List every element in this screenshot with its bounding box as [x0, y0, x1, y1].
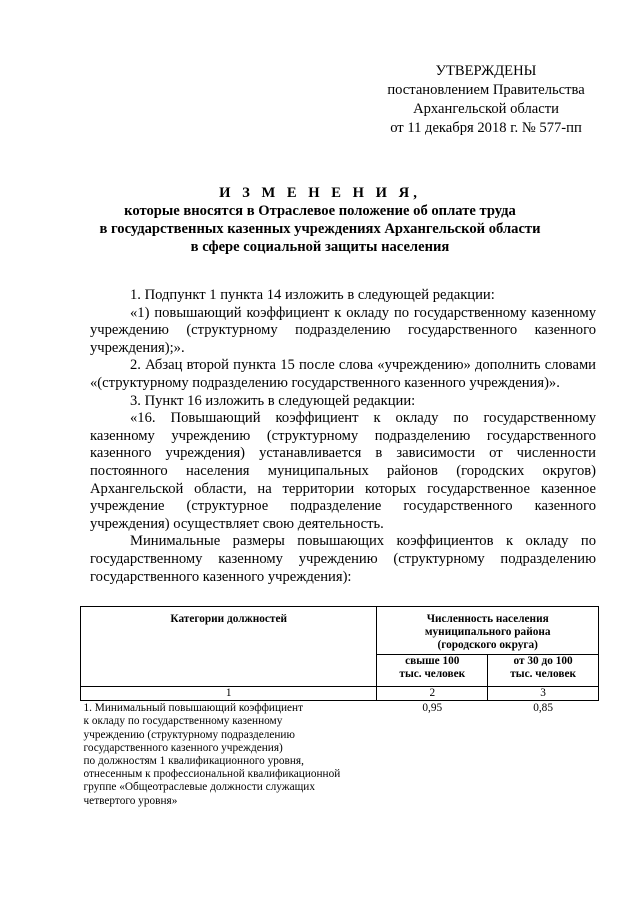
- header-population-line: Численность населения: [426, 613, 549, 625]
- header-30-100: [488, 655, 599, 687]
- row-text-line: по должностям 1 квалификационного уровня,: [83, 755, 304, 768]
- header-sub-line: тыс. человек: [510, 668, 576, 681]
- row-text-line: группе «Общеотраслевые должности служащих: [83, 781, 315, 794]
- coefficient-table: [80, 606, 599, 808]
- header-population-line: муниципального района: [424, 626, 551, 639]
- value-over-100: 0,95: [422, 702, 443, 715]
- document-title: [70, 184, 570, 256]
- title-line: которые вносятся в Отраслевое положение об оплате труда: [124, 203, 516, 219]
- paragraph: 3. Пункт 16 изложить в следующей редакции:: [130, 392, 416, 409]
- row-text-line: учреждению (структурному подразделению: [83, 728, 295, 741]
- header-sub-line: свыше 100: [405, 655, 460, 667]
- paragraph: «16. Повышающий коэффициент к окладу по государственному казенному учреждению (структурному подразделению государственного казенного учреждения) устанавливается в зависимости от численности постоянного населения муниципальных районов (городских округов) Архангельской области, на территории которых государственное казенное учреждение (структурное подразделение государственного казенного учреждения) осуществляет свою деятельность.: [90, 410, 596, 532]
- title-line: в государственных казенных учреждениях Архангельской области: [99, 221, 541, 237]
- row-text-line: государственного казенного учреждения): [83, 741, 283, 754]
- row-text-line: четвертого уровня»: [83, 794, 178, 807]
- title-line: в сфере социальной защиты населения: [190, 239, 450, 255]
- row-text-line: 1. Минимальный повышающий коэффициент: [83, 702, 304, 715]
- row-text-line: к окладу по государственному казенному: [83, 715, 283, 728]
- header-population-line: (городского округа): [437, 639, 538, 652]
- approval-stamp: [378, 62, 594, 138]
- column-number: 2: [377, 687, 488, 701]
- row-category: [81, 701, 377, 808]
- approval-heading: УТВЕРЖДЕНЫ: [435, 63, 537, 79]
- column-number: 1: [81, 687, 377, 701]
- column-number: 3: [488, 687, 599, 701]
- approval-line: Архангельской области: [413, 101, 559, 117]
- header-categories: Категории должностей: [81, 607, 377, 687]
- header-sub-line: тыс. человек: [399, 668, 466, 681]
- row-text-line: отнесенным к профессиональной квалификационной: [83, 768, 341, 781]
- paragraph: 2. Абзац второй пункта 15 после слова «учреждению» дополнить словами «(структурному подразделению государственного казенного учреждения)».: [90, 357, 596, 391]
- document-body: [90, 287, 596, 586]
- header-sub-line: от 30 до 100: [513, 655, 573, 667]
- paragraph: Минимальные размеры повышающих коэффициентов к окладу по государственному казенному учреждению (структурному подразделению государственного казенного учреждения):: [90, 533, 596, 585]
- paragraph: 1. Подпункт 1 пункта 14 изложить в следующей редакции:: [130, 287, 495, 303]
- title-heading: И З М Е Н Е Н И Я,: [219, 185, 421, 201]
- value-30-100: 0,85: [533, 702, 553, 715]
- approval-line: постановлением Правительства: [387, 82, 585, 98]
- approval-date: от 11 декабря 2018 г. № 577-пп: [390, 120, 582, 136]
- header-population: [377, 607, 599, 655]
- header-over-100: [377, 655, 488, 687]
- paragraph: «1) повышающий коэффициент к окладу по государственному казенному учреждению (структурному подразделению государственного казенного учреждения);».: [90, 304, 596, 356]
